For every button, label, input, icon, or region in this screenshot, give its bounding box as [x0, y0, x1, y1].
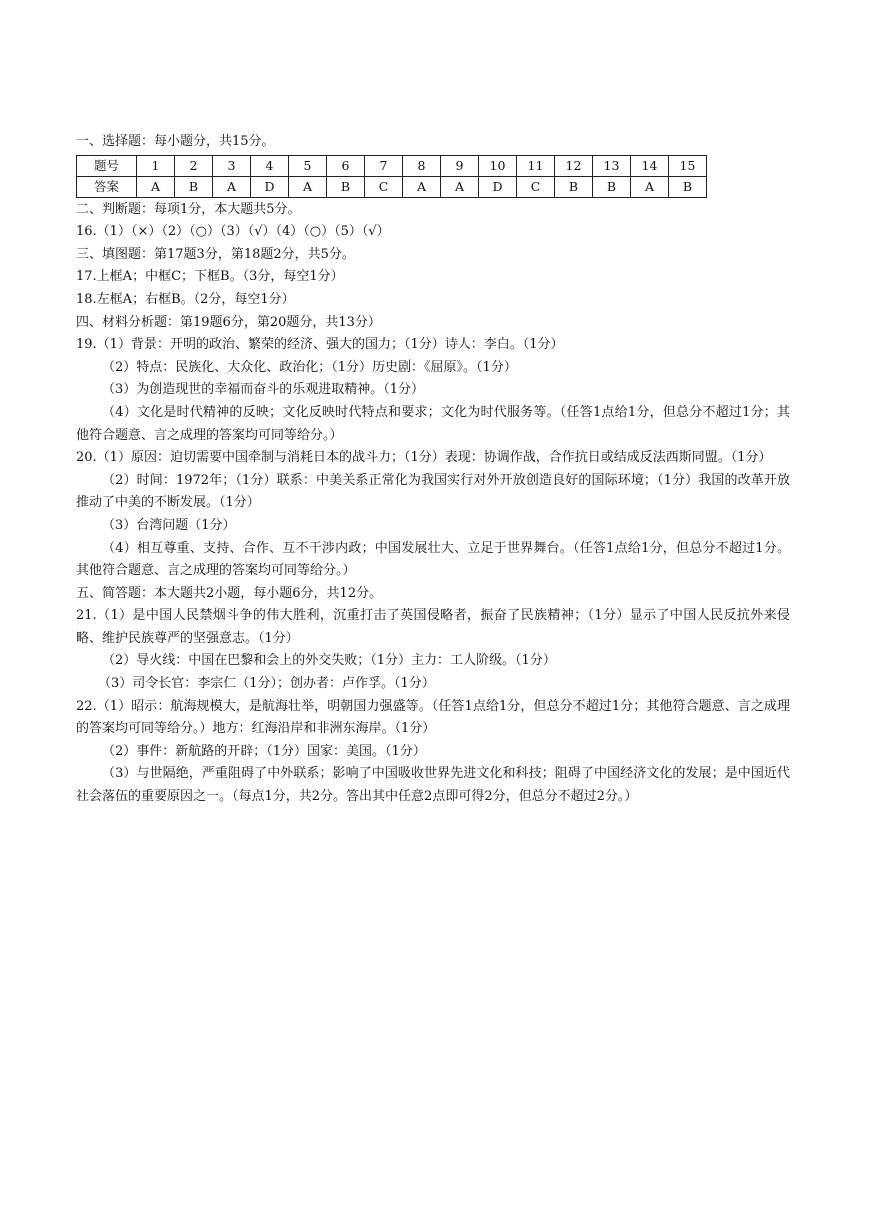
question-number-cell: 7 [365, 155, 403, 176]
question-21-part-3: （3）司令长官：李宗仁（1分）；创办者：卢作孚。（1分） [98, 676, 435, 692]
question-number-cell: 6 [327, 155, 365, 176]
answer-cell: B [555, 176, 593, 197]
answer-cell: C [365, 176, 403, 197]
section-3-title: 三、填图题：第17题3分，第18题2分，共5分。 [76, 246, 355, 262]
question-number-cell: 3 [213, 155, 251, 176]
question-number-cell: 10 [479, 155, 517, 176]
question-19-part-1: 19.（1）背景：开明的政治、繁荣的经济、强大的国力；（1分）诗人：李白。（1分） [76, 337, 564, 353]
question-number-cell: 4 [251, 155, 289, 176]
question-20-part-1: 20.（1）原因：迫切需要中国牵制与消耗日本的战斗力；（1分）表现：协调作战，合作抗日或结成反法西斯同盟。（1分） [76, 450, 772, 466]
question-22-part-3: （3）与世隔绝，严重阻碍了中外联系；影响了中国吸收世界先进文化和科技；阻碍了中国经济文化的发展；是中国近代社会落伍的重要原因之一。（每点1分，共2分。答出其中任意2点即可得2分，但总分不超过2分。） [76, 766, 790, 805]
question-number-cell: 5 [289, 155, 327, 176]
question-16-answer: 16.（1）（×）（2）（○）（3）（√）（4）（○）（5）（√） [76, 224, 390, 240]
answer-cell: C [517, 176, 555, 197]
question-22-part-1: 22.（1）昭示：航海规模大，是航海壮举，明朝国力强盛等。（任答1点给1分，但总分不超过1分；其他符合题意、言之成理的答案均可同等给分。）地方：红海沿岸和非洲东海岸。（1分） [76, 698, 790, 737]
answer-cell: B [175, 176, 213, 197]
answer-table [76, 155, 707, 198]
question-number-cell: 2 [175, 155, 213, 176]
answer-key-document [76, 131, 790, 809]
table-row-answers [77, 176, 707, 197]
question-number-cell: 14 [631, 155, 669, 176]
answer-cell: D [479, 176, 517, 197]
answer-cell: A [137, 176, 175, 197]
answer-cell: D [251, 176, 289, 197]
section-4-title: 四、材料分析题：第19题6分，第20题分，共13分） [76, 314, 381, 330]
answer-cell: B [593, 176, 631, 197]
section-1-title: 一、选择题：每小题分，共15分。 [76, 134, 275, 149]
section-2-title: 二、判断题：每项1分，本大题共5分。 [76, 201, 301, 217]
section-5-title: 五、简答题：本大题共2小题，每小题6分，共12分。 [76, 585, 383, 601]
answer-cell: A [403, 176, 441, 197]
question-20-part-3: （3）台湾问题（1分） [102, 517, 236, 533]
answer-cell: A [631, 176, 669, 197]
question-19-part-4: （4）文化是时代精神的反映；文化反映时代特点和要求；文化为时代服务等。（任答1点给1分，但总分不超过1分；其他符合题意、言之成理的答案均可同等给分。） [76, 404, 790, 443]
answer-cell: A [289, 176, 327, 197]
question-17-answer: 17.上框A；中框C；下框B。（3分，每空1分） [76, 269, 344, 285]
question-number-cell: 15 [669, 155, 707, 176]
table-row-numbers [77, 155, 707, 176]
question-number-cell: 9 [441, 155, 479, 176]
question-19-part-3: （3）为创造现世的幸福而奋斗的乐观进取精神。（1分） [102, 382, 425, 398]
row-label-answer: 答案 [77, 176, 137, 197]
question-19-part-2: （2）特点：民族化、大众化、政治化；（1分）历史剧：《屈原》。（1分） [102, 359, 517, 375]
answer-cell: A [213, 176, 251, 197]
question-18-answer: 18.左框A；右框B。（2分，每空1分） [76, 291, 295, 307]
question-number-cell: 1 [137, 155, 175, 176]
question-number-cell: 11 [517, 155, 555, 176]
answer-cell: B [669, 176, 707, 197]
question-number-cell: 13 [593, 155, 631, 176]
question-21-part-2: （2）导火线：中国在巴黎和会上的外交失败；（1分）主力：工人阶级。（1分） [102, 653, 556, 669]
question-number-cell: 8 [403, 155, 441, 176]
question-22-part-2: （2）事件：新航路的开辟；（1分）国家：美国。（1分） [102, 743, 426, 759]
answer-cell: A [441, 176, 479, 197]
question-20-part-2: （2）时间：1972年；（1分）联系：中美关系正常化为我国实行对外开放创造良好的国际环境；（1分）我国的改革开放推动了中美的不断发展。（1分） [76, 472, 790, 511]
answer-cell: B [327, 176, 365, 197]
question-number-cell: 12 [555, 155, 593, 176]
row-label-number: 题号 [77, 155, 137, 176]
question-21-part-1: 21.（1）是中国人民禁烟斗争的伟大胜利，沉重打击了英国侵略者，振奋了民族精神；（1分）显示了中国人民反抗外来侵略、维护民族尊严的坚强意志。（1分） [76, 608, 790, 646]
question-20-part-4: （4）相互尊重、支持、合作、互不干涉内政；中国发展壮大、立足于世界舞台。（任答1点给1分，但总分不超过1分。其他符合题意、言之成理的答案均可同等给分。） [76, 540, 790, 579]
